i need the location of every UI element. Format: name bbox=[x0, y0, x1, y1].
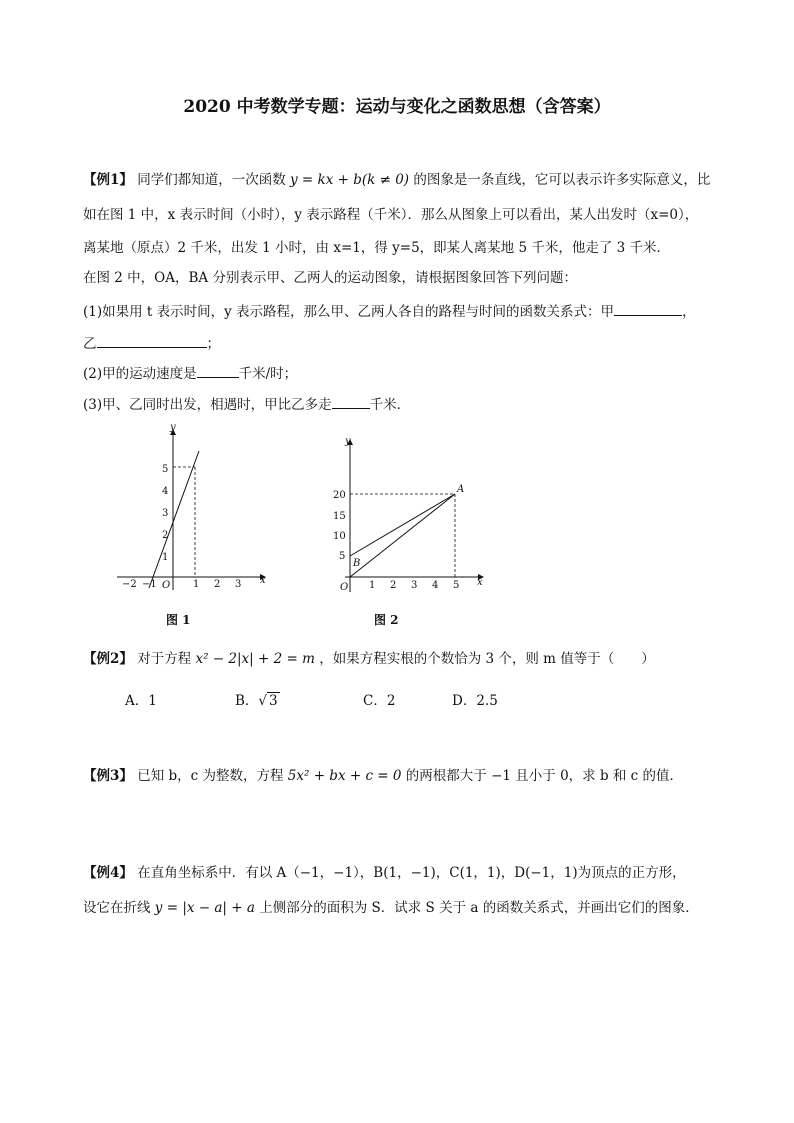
option-a[interactable]: A．1 bbox=[125, 693, 157, 709]
ex2-formula: x² − 2|x| + 2 = m bbox=[195, 651, 315, 667]
figure1-x-tick: 3 bbox=[235, 579, 242, 590]
figure1-x-tick: −1 bbox=[142, 579, 157, 590]
ex4-text: 在直角坐标系中．有以 A（−1，−1），B(1，−1)，C(1，1)，D(−1，1)为顶点的正方形， bbox=[137, 865, 686, 881]
figure2-x-tick: 4 bbox=[432, 580, 439, 591]
ex1-question1-cont bbox=[83, 332, 220, 352]
q2-text: 千米/时； bbox=[238, 366, 298, 382]
figure2-x-tick: 5 bbox=[453, 580, 460, 591]
ex1-line4: 在图 2 中，OA，BA 分别表示甲、乙两人的运动图象，请根据图象回答下列问题： bbox=[83, 270, 577, 286]
figure1-y-tick: 5 bbox=[162, 464, 169, 475]
answer-blank-jia[interactable] bbox=[614, 303, 682, 316]
ex1-question2 bbox=[83, 362, 297, 382]
ex4-line2 bbox=[83, 896, 699, 916]
q3-text: 千米． bbox=[369, 397, 411, 413]
ex2-text: 对于方程 bbox=[137, 651, 192, 667]
ex4-tag: 【例4】 bbox=[83, 865, 133, 881]
q1-text: (1)如果用 t 表示时间，y 表示路程，那么甲、乙两人各自的路程与时间的函数关系式：甲 bbox=[83, 304, 615, 320]
ex2-line bbox=[83, 647, 655, 667]
figure1-y-label: y bbox=[170, 422, 176, 433]
ex2-text: ，如果方程实根的个数恰为 3 个，则 m 值等于（ ） bbox=[319, 651, 655, 667]
ex1-question3 bbox=[83, 393, 410, 413]
ex1-text: 的图象是一条直线，它可以表示许多实际意义，比 bbox=[413, 172, 711, 188]
ex1-line2: 如在图 1 中，x 表示时间（小时），y 表示路程（千米）．那么从图象上可以看出，某人出发时（x=0）， bbox=[83, 207, 699, 223]
figure2-y-tick: 10 bbox=[333, 531, 346, 542]
ex4-line1 bbox=[83, 861, 686, 881]
figure1-y-tick: 2 bbox=[162, 530, 169, 541]
ex1-tag: 【例1】 bbox=[83, 172, 133, 188]
figure2-graph bbox=[325, 432, 495, 602]
figure1-y-tick: 1 bbox=[162, 552, 169, 563]
figure2-y-tick: 5 bbox=[339, 551, 346, 562]
figure2-origin: O bbox=[340, 582, 349, 593]
ex1-line1 bbox=[83, 168, 710, 188]
figure2-y-tick: 20 bbox=[333, 490, 346, 501]
ex1-formula: y = kx + b(k ≠ 0) bbox=[290, 172, 410, 188]
ex4-text: 设它在折线 bbox=[83, 900, 151, 916]
figure2-caption: 图 2 bbox=[374, 613, 399, 627]
figure1-line bbox=[149, 451, 199, 588]
figure2-line-OA bbox=[350, 494, 455, 577]
q1-text: ， bbox=[682, 304, 696, 320]
answer-blank-yi[interactable] bbox=[97, 335, 207, 348]
q1-text: 乙 bbox=[83, 336, 97, 352]
q2-text: (2)甲的运动速度是 bbox=[83, 366, 197, 382]
figure2-point-B: B bbox=[353, 558, 361, 569]
figure2-point-A: A bbox=[457, 484, 465, 495]
ex3-line bbox=[83, 764, 683, 784]
figure1-caption: 图 1 bbox=[166, 613, 191, 627]
figure2-y-tick: 15 bbox=[333, 511, 346, 522]
option-b-radicand: 3 bbox=[269, 693, 278, 709]
figure2-x-label: x bbox=[477, 577, 483, 588]
figure1-x-tick: −2 bbox=[122, 579, 137, 590]
option-d[interactable]: D．2.5 bbox=[452, 693, 498, 709]
figure2-x-tick: 3 bbox=[411, 580, 418, 591]
option-b-label: B． bbox=[235, 693, 259, 709]
figure2-y-label: y bbox=[345, 436, 351, 447]
figure2-x-tick: 1 bbox=[369, 580, 376, 591]
answer-blank-distance[interactable] bbox=[332, 396, 370, 409]
figure1-x-tick: 1 bbox=[193, 579, 200, 590]
ex1-line3: 离某地（原点）2 千米，出发 1 小时，由 x=1，得 y=5，即某人离某地 5 千米，他走了 3 千米． bbox=[83, 240, 671, 256]
figure1-graph bbox=[112, 420, 282, 600]
figure1-x-tick: 2 bbox=[214, 579, 221, 590]
option-b[interactable] bbox=[235, 689, 280, 709]
figure1-x-label: x bbox=[260, 575, 266, 586]
figure2-x-tick: 2 bbox=[390, 580, 397, 591]
ex3-text: 已知 b，c 为整数，方程 bbox=[137, 768, 284, 784]
ex1-question1 bbox=[83, 300, 696, 320]
ex3-tag: 【例3】 bbox=[83, 768, 133, 784]
sqrt-icon: √ bbox=[258, 693, 268, 709]
ex2-tag: 【例2】 bbox=[83, 651, 133, 667]
ex4-formula: y = |x − a| + a bbox=[154, 900, 255, 916]
figure1-y-tick: 4 bbox=[162, 486, 169, 497]
ex4-text: 上侧部分的面积为 S．试求 S 关于 a 的函数关系式，并画出它们的图象． bbox=[259, 900, 699, 916]
option-c[interactable]: C．2 bbox=[363, 693, 396, 709]
ex3-text: 的两根都大于 −1 且小于 0，求 b 和 c 的值． bbox=[405, 768, 684, 784]
answer-blank-speed[interactable] bbox=[197, 365, 239, 378]
figure1-origin: O bbox=[162, 580, 171, 591]
figure1-y-tick: 3 bbox=[162, 508, 169, 519]
q3-text: (3)甲、乙同时出发，相遇时，甲比乙多走 bbox=[83, 397, 332, 413]
figure2-line-BA bbox=[350, 494, 455, 556]
q1-text: ； bbox=[206, 336, 220, 352]
ex3-formula: 5x² + bx + c = 0 bbox=[287, 768, 402, 784]
page-title: 2020 中考数学专题：运动与变化之函数思想（含答案） bbox=[183, 97, 611, 117]
ex1-text: 同学们都知道，一次函数 bbox=[137, 172, 286, 188]
